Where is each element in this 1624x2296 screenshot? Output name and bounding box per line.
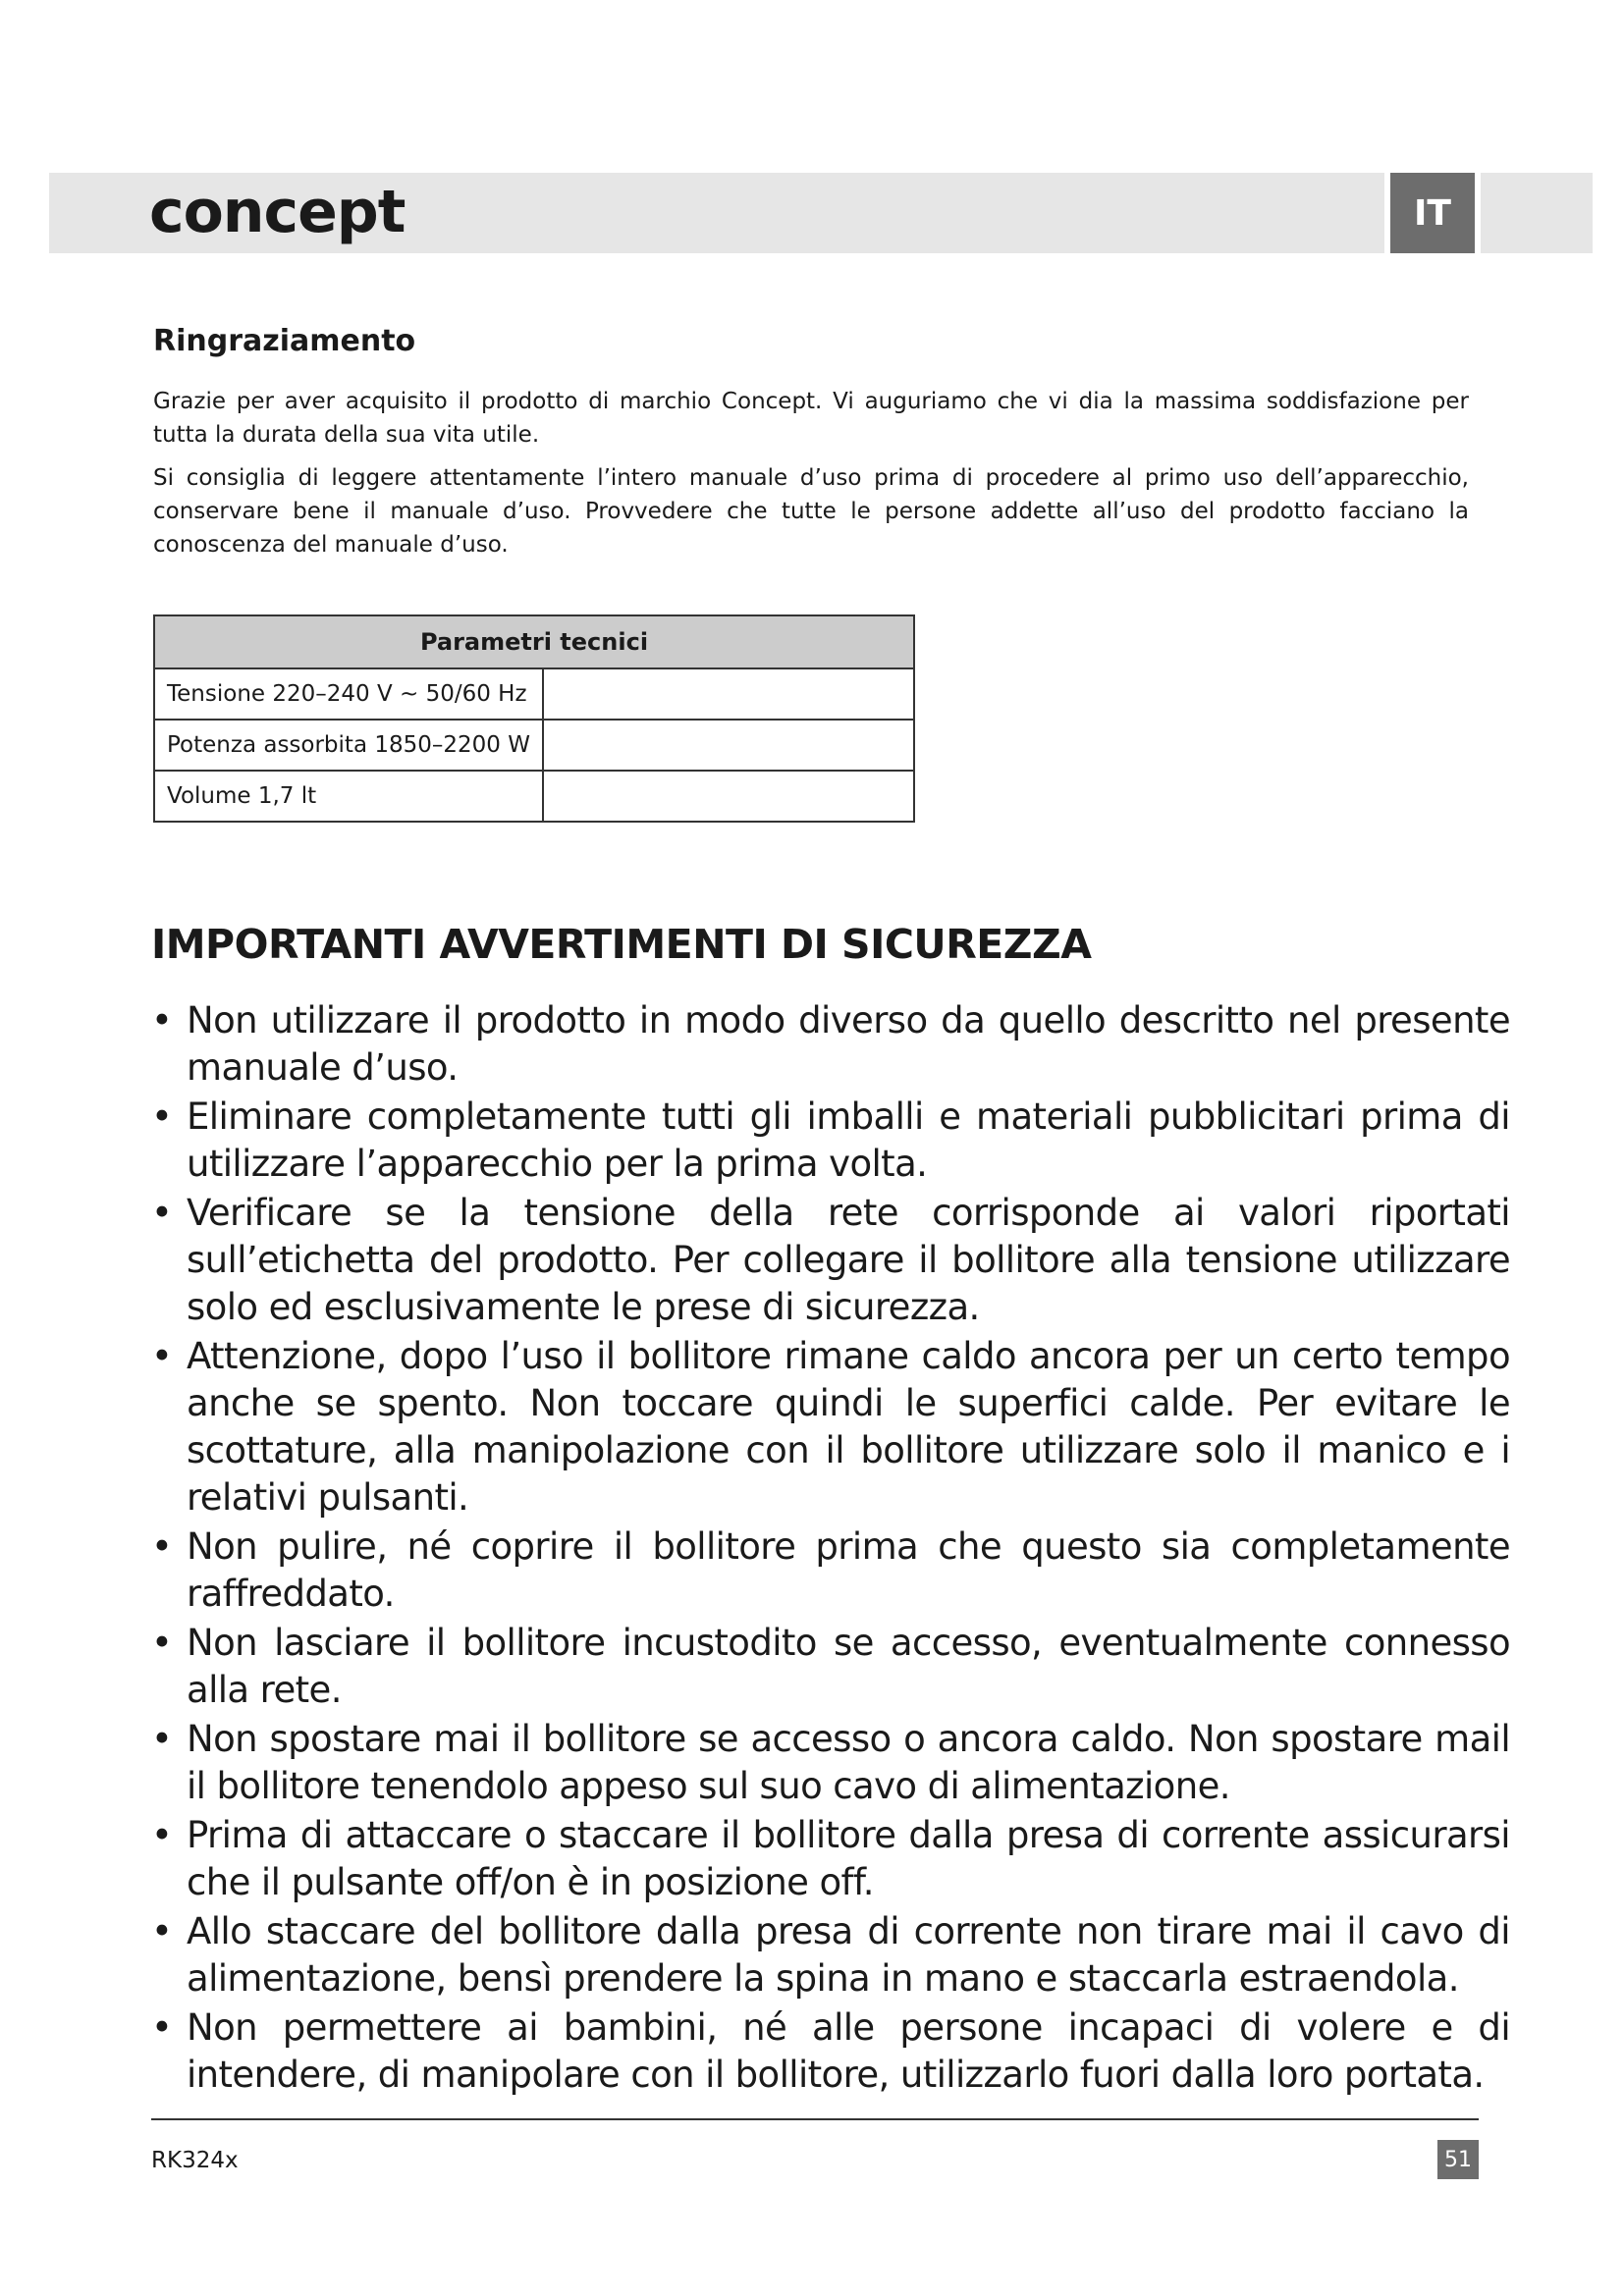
table-cell xyxy=(543,720,914,771)
list-item: • Eliminare completamente tutti gli imballi e materiali pubblicitari prima di utilizzare l’apparecchio per la prima volta. xyxy=(151,1094,1510,1188)
intro-paragraph-1: Grazie per aver acquisito il prodotto di marchio Concept. Vi auguriamo che vi dia la massima soddisfazione per tutta la durata della sua vita utile. xyxy=(153,389,1469,448)
footer-divider xyxy=(151,2118,1479,2120)
list-item: • Allo staccare del bollitore dalla presa di corrente non tirare mai il cavo di alimentazione, bensì prendere la spina in mano e staccarla estraendola. xyxy=(151,1908,1510,2002)
table-cell: Volume 1,7 lt xyxy=(154,771,543,822)
page-number: 51 xyxy=(1437,2140,1479,2179)
list-item: • Non permettere ai bambini, né alle persone incapaci di volere e di intendere, di manipolare con il bollitore, utilizzarlo fuori dalla loro portata. xyxy=(151,2004,1510,2099)
intro-paragraph-2: Si consiglia di leggere attentamente l’intero manuale d’uso prima di procedere al primo uso dell’apparecchio, conservare bene il manuale d’uso. Provvedere che tutte le persone addette all’uso del prodotto facciano la conoscenza del manuale d’uso. xyxy=(153,465,1469,558)
table-cell xyxy=(543,771,914,822)
safety-warnings-list xyxy=(151,997,1510,2101)
list-item: • Non utilizzare il prodotto in modo diverso da quello descritto nel presente manuale d’uso. xyxy=(151,997,1510,1092)
table-cell: Tensione 220–240 V ~ 50/60 Hz xyxy=(154,668,543,720)
brand-logo: concept xyxy=(149,178,406,246)
list-item: • Verificare se la tensione della rete corrisponde ai valori riportati sull’etichetta del prodotto. Per collegare il bollitore alla tensione utilizzare solo ed esclusivamente le prese di sicurezza. xyxy=(151,1190,1510,1331)
table-row xyxy=(154,771,914,822)
table-cell xyxy=(543,668,914,720)
list-item: • Non spostare mai il bollitore se accesso o ancora caldo. Non spostare mail il bollitore tenendolo appeso sul suo cavo di alimentazione. xyxy=(151,1716,1510,1810)
language-badge: IT xyxy=(1390,173,1475,253)
list-item: • Non lasciare il bollitore incustodito se accesso, eventualmente connesso alla rete. xyxy=(151,1620,1510,1714)
header-bar-end xyxy=(1481,173,1593,253)
list-item: • Non pulire, né coprire il bollitore prima che questo sia completamente raffreddato. xyxy=(151,1523,1510,1618)
tech-table-header: Parametri tecnici xyxy=(154,615,914,668)
list-item: • Prima di attaccare o staccare il bollitore dalla presa di corrente assicurarsi che il pulsante off/on è in posizione off. xyxy=(151,1812,1510,1906)
table-cell: Potenza assorbita 1850–2200 W xyxy=(154,720,543,771)
section-title-thanks: Ringraziamento xyxy=(153,324,416,358)
table-row xyxy=(154,720,914,771)
list-item: • Attenzione, dopo l’uso il bollitore rimane caldo ancora per un certo tempo anche se spento. Non toccare quindi le superfici calde. Per evitare le scottature, alla manipolazione con il bollitore utilizzare solo il manico e i relativi pulsanti. xyxy=(151,1333,1510,1522)
table-row xyxy=(154,668,914,720)
tech-params-table xyxy=(153,614,915,823)
safety-warnings-title: IMPORTANTI AVVERTIMENTI DI SICUREZZA xyxy=(151,921,1092,968)
footer-model: RK324x xyxy=(151,2148,239,2173)
